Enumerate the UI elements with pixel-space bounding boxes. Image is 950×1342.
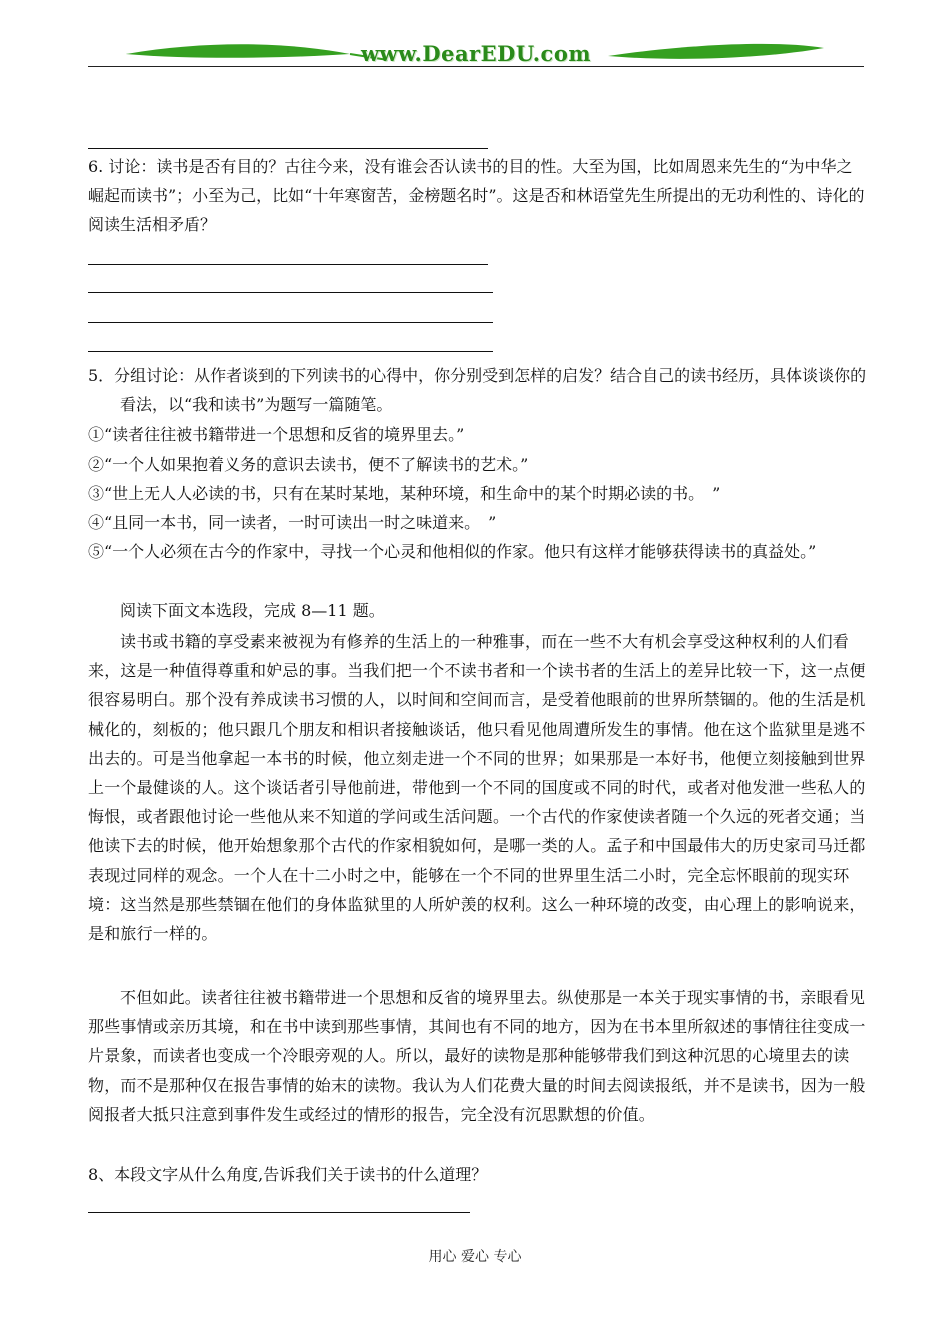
reading-instruction: 阅读下面文本选段，完成 8—11 题。 — [120, 601, 385, 620]
passage-paragraph-2: 不但如此。读者往往被书籍带进一个思想和反省的境界里去。纵使那是一本关于现实事情的书，亲眼看见那些事情或亲历其境，和在书中读到那些事情，其间也有不同的地方，因为在书本里所叙述的事情往往变成一片景象，而读者也变成一个冷眼旁观的人。所以，最好的读物是那种能够带我们到这种沉思的心境里去的读物，而不是那种仅在报告事情的始末的读物。我认为人们花费大量的时间去阅读报纸，并不是读书，因为一般阅报者大抵只注意到事件发生或经过的情形的报告，完全没有沉思默想的价值。 — [88, 988, 866, 1124]
answer-line — [88, 264, 488, 265]
question-8: 8、本段文字从什么角度,告诉我们关于读书的什么道理？ — [88, 1165, 488, 1184]
passage-paragraph-1: 读书或书籍的享受素来被视为有修养的生活上的一种雅事，而在一些不大有机会享受这种权利的人们看来，这是一种值得尊重和妒忌的事。当我们把一个不读书者和一个读书者的生活上的差异比较一下，这一点便很容易明白。那个没有养成读书习惯的人，以时间和空间而言，是受着他眼前的世界所禁锢的。他的生活是机械化的，刻板的；他只跟几个朋友和相识者接触谈话，他只看见他周遭所发生的事情。他在这个监狱里是逃不出去的。可是当他拿起一本书的时候，他立刻走进一个不同的世界；如果那是一本好书，他便立刻接触到世界上一个最健谈的人。这个谈话者引导他前进，带他到一个不同的国度或不同的时代，或者对他发泄一些私人的悔恨，或者跟他讨论一些他从来不知道的学问或生活问题。一个古代的作家使读者随一个久远的死者交通；当他读下去的时候，他开始想象那个古代的作家相貌如何，是哪一类的人。孟子和中国最伟大的历史家司马迁都表现过同样的观念。一个人在十二小时之中，能够在一个不同的世界里生活二小时，完全忘怀眼前的现实环境：这当然是那些禁锢在他们的身体监狱里的人所妒羡的权利。这么一种环境的改变，由心理上的影响说来，是和旅行一样的。 — [88, 632, 866, 944]
question-5-intro: 5．分组讨论：从作者谈到的下列读书的心得中，你分别受到怎样的启发？结合自己的读书经历，具体谈谈你的看法，以“我和读书”为题写一篇随笔。 — [88, 366, 867, 414]
quote-1: ①“读者往往被书籍带进一个思想和反省的境界里去。” — [88, 425, 465, 444]
quote-2: ②“一个人如果抱着义务的意识去读书，便不了解读书的艺术。” — [88, 455, 529, 474]
answer-line — [88, 322, 493, 323]
answer-line — [88, 351, 493, 352]
site-logo-text: www.DearEDU.com — [360, 41, 592, 66]
quote-3: ③“世上无人人必读的书，只有在某时某地，某种环境，和生命中的某个时期必读的书。 ” — [88, 484, 721, 503]
answer-line — [88, 292, 493, 293]
site-banner — [88, 36, 864, 70]
answer-line — [88, 148, 488, 149]
answer-line — [88, 1212, 470, 1213]
quote-5: ⑤“一个人必须在古今的作家中，寻找一个心灵和他相似的作家。他只有这样才能够获得读书的真益处。” — [88, 542, 817, 561]
header-divider — [88, 66, 864, 67]
quote-4: ④“且同一本书，同一读者，一时可读出一时之味道来。 ” — [88, 513, 497, 532]
question-6: 6. 讨论：读书是否有目的？古往今来，没有谁会否认读书的目的性。大至为国，比如周恩来先生的“为中华之崛起而读书”；小至为己，比如“十年寒窗苦，金榜题名时”。这是否和林语堂先生所提出的无功利性的、诗化的阅读生活相矛盾？ — [88, 157, 865, 234]
page-footer: 用心 爱心 专心 — [428, 1249, 522, 1265]
